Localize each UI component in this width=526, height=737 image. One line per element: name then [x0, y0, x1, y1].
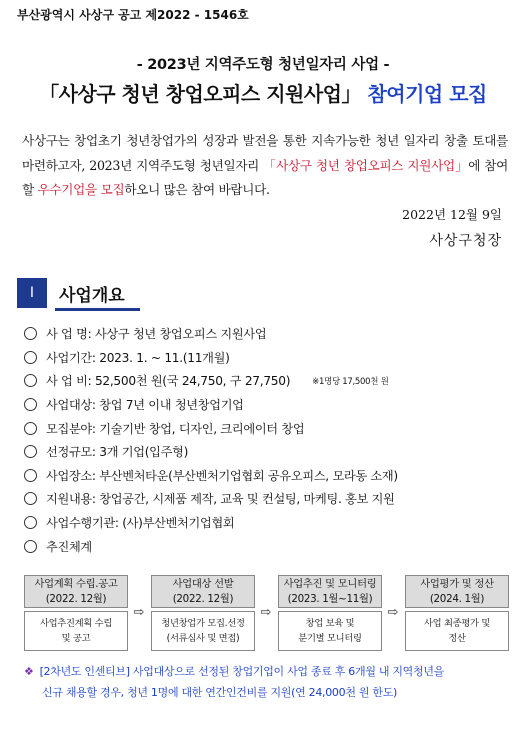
notice-number: 부산광역시 사상구 공고 제2022 - 1546호 [17, 8, 249, 22]
item-name: 사 업 명: 사상구 청년 창업오피스 지원사업 [46, 327, 267, 342]
list-item [24, 346, 514, 370]
intro-highlight-program: 「사상구 청년 창업오피스 지원사업」 [263, 157, 469, 173]
flow-step-head [151, 575, 255, 608]
flow-step-period: (2024. 1월) [429, 593, 485, 605]
circle-bullet-icon [24, 422, 37, 435]
list-item [24, 464, 514, 488]
circle-bullet-icon [24, 351, 37, 364]
section-underline [55, 308, 140, 311]
flow-step-desc: 사업추진계획 수립 [39, 618, 113, 629]
flow-step-body [405, 611, 509, 651]
circle-bullet-icon [24, 374, 37, 387]
flow-step-head [278, 575, 382, 608]
circle-bullet-icon [24, 516, 37, 529]
list-item [24, 487, 514, 511]
list-item [24, 511, 514, 535]
incentive-footnote [24, 661, 514, 703]
item-budget: 사 업 비: 52,500천 원(국 24,750, 구 27,750) [46, 374, 291, 389]
signer-name: 사상구청장 [429, 233, 502, 249]
document-subtitle: - 2023년 지역주도형 청년일자리 사업 - [136, 57, 390, 73]
circle-bullet-icon [24, 469, 37, 482]
overview-list [24, 322, 514, 558]
flow-step-title: 사업대상 선발 [172, 578, 234, 590]
flow-step [278, 575, 382, 651]
flow-step-period: (2022. 12월) [45, 593, 107, 605]
right-arrow-icon: ⇨ [133, 605, 145, 620]
budget-note: ※1명당 17,500천 원 [312, 376, 389, 387]
right-arrow-icon: ⇨ [387, 605, 399, 620]
intro-text-1: 사상구는 창업초기 청년창업가의 성장과 발전을 통한 지속가능한 청년 일자리 창출 토대를 마련하고자, 2023년 지역주도형 청년일자리 [22, 133, 508, 173]
section-header [17, 278, 137, 314]
flow-step-title: 사업평가 및 정산 [420, 578, 494, 590]
footnote-text-1: [2차년도 인센티브] 사업대상으로 선정된 창업기업이 사업 종료 후 6개월 내 지역청년을 [39, 665, 444, 678]
flow-step-desc: 창업 보육 및 [305, 618, 355, 629]
flow-step-title: 사업추진 및 모니터링 [283, 578, 377, 590]
item-agency: 사업수행기관: (사)부산벤처기업협회 [46, 516, 235, 531]
item-field: 모집분야: 기술기반 창업, 디자인, 크리에이터 창업 [46, 421, 305, 436]
flow-step-period: (2023. 1월~11월) [287, 593, 373, 605]
flow-step-head [24, 575, 128, 608]
item-period: 사업기간: 2023. 1. ~ 11.(11개월) [46, 350, 230, 365]
circle-bullet-icon [24, 398, 37, 411]
diamond-bullet-icon: ❖ [24, 665, 34, 678]
intro-highlight-recruit: 우수기업을 모집 [37, 182, 125, 197]
intro-text-3: 하오니 많은 참여 바랍니다. [124, 182, 270, 197]
document-title [0, 78, 526, 107]
list-item [24, 322, 514, 346]
flow-step-desc: 분기별 모니터링 [298, 633, 362, 644]
flow-step-desc: 사업 최종평가 및 [423, 618, 491, 629]
title-program-name: 「사상구 청년 창업오피스 지원사업」 [39, 82, 361, 106]
list-item [24, 416, 514, 440]
flow-step [405, 575, 509, 651]
footnote-text-2: 신규 채용할 경우, 청년 1명에 대한 연간인건비를 지원(연 24,000천 원 한도) [42, 686, 398, 699]
flow-step-head [405, 575, 509, 608]
flow-step-desc: 및 공고 [61, 633, 91, 644]
footnote-line-1 [24, 661, 514, 682]
flow-step [24, 575, 128, 651]
item-place: 사업장소: 부산벤처타운(부산벤처기업협회 공유오피스, 모라동 소재) [46, 468, 398, 483]
item-target: 사업대상: 창업 7년 이내 청년창업기업 [46, 398, 244, 413]
flow-step-body [24, 611, 128, 651]
section-number-badge: Ⅰ [17, 278, 47, 308]
process-flow [24, 575, 511, 651]
list-item [24, 440, 514, 464]
announcement-date: 2022년 12월 9일 [402, 207, 502, 222]
item-content: 지원내용: 창업공간, 시제품 제작, 교육 및 컨설팅, 마케팅. 홍보 지원 [46, 492, 395, 507]
flow-step-desc: 청년창업가 모집.선정 [161, 618, 245, 629]
circle-bullet-icon [24, 540, 37, 553]
intro-paragraph [22, 129, 508, 203]
circle-bullet-icon [24, 327, 37, 340]
list-item [24, 393, 514, 417]
circle-bullet-icon [24, 445, 37, 458]
circle-bullet-icon [24, 492, 37, 505]
item-scale: 선정규모: 3개 기업(입주형) [46, 445, 189, 460]
flow-step-period: (2022. 12월) [172, 593, 234, 605]
right-arrow-icon: ⇨ [260, 605, 272, 620]
flow-step-desc: 정산 [448, 633, 466, 644]
flow-step [151, 575, 255, 651]
list-item [24, 534, 514, 558]
flow-step-title: 사업계획 수립.공고 [34, 578, 118, 590]
flow-step-desc: (서류심사 및 면접) [166, 633, 240, 644]
intro-text-2: 에 참여할 [22, 157, 509, 197]
item-system: 추진체계 [46, 539, 92, 554]
title-recruit-text: 참여기업 모집 [361, 82, 487, 106]
section-title: 사업개요 [59, 286, 125, 306]
list-item [24, 369, 514, 393]
flow-step-body [151, 611, 255, 651]
flow-step-body [278, 611, 382, 651]
